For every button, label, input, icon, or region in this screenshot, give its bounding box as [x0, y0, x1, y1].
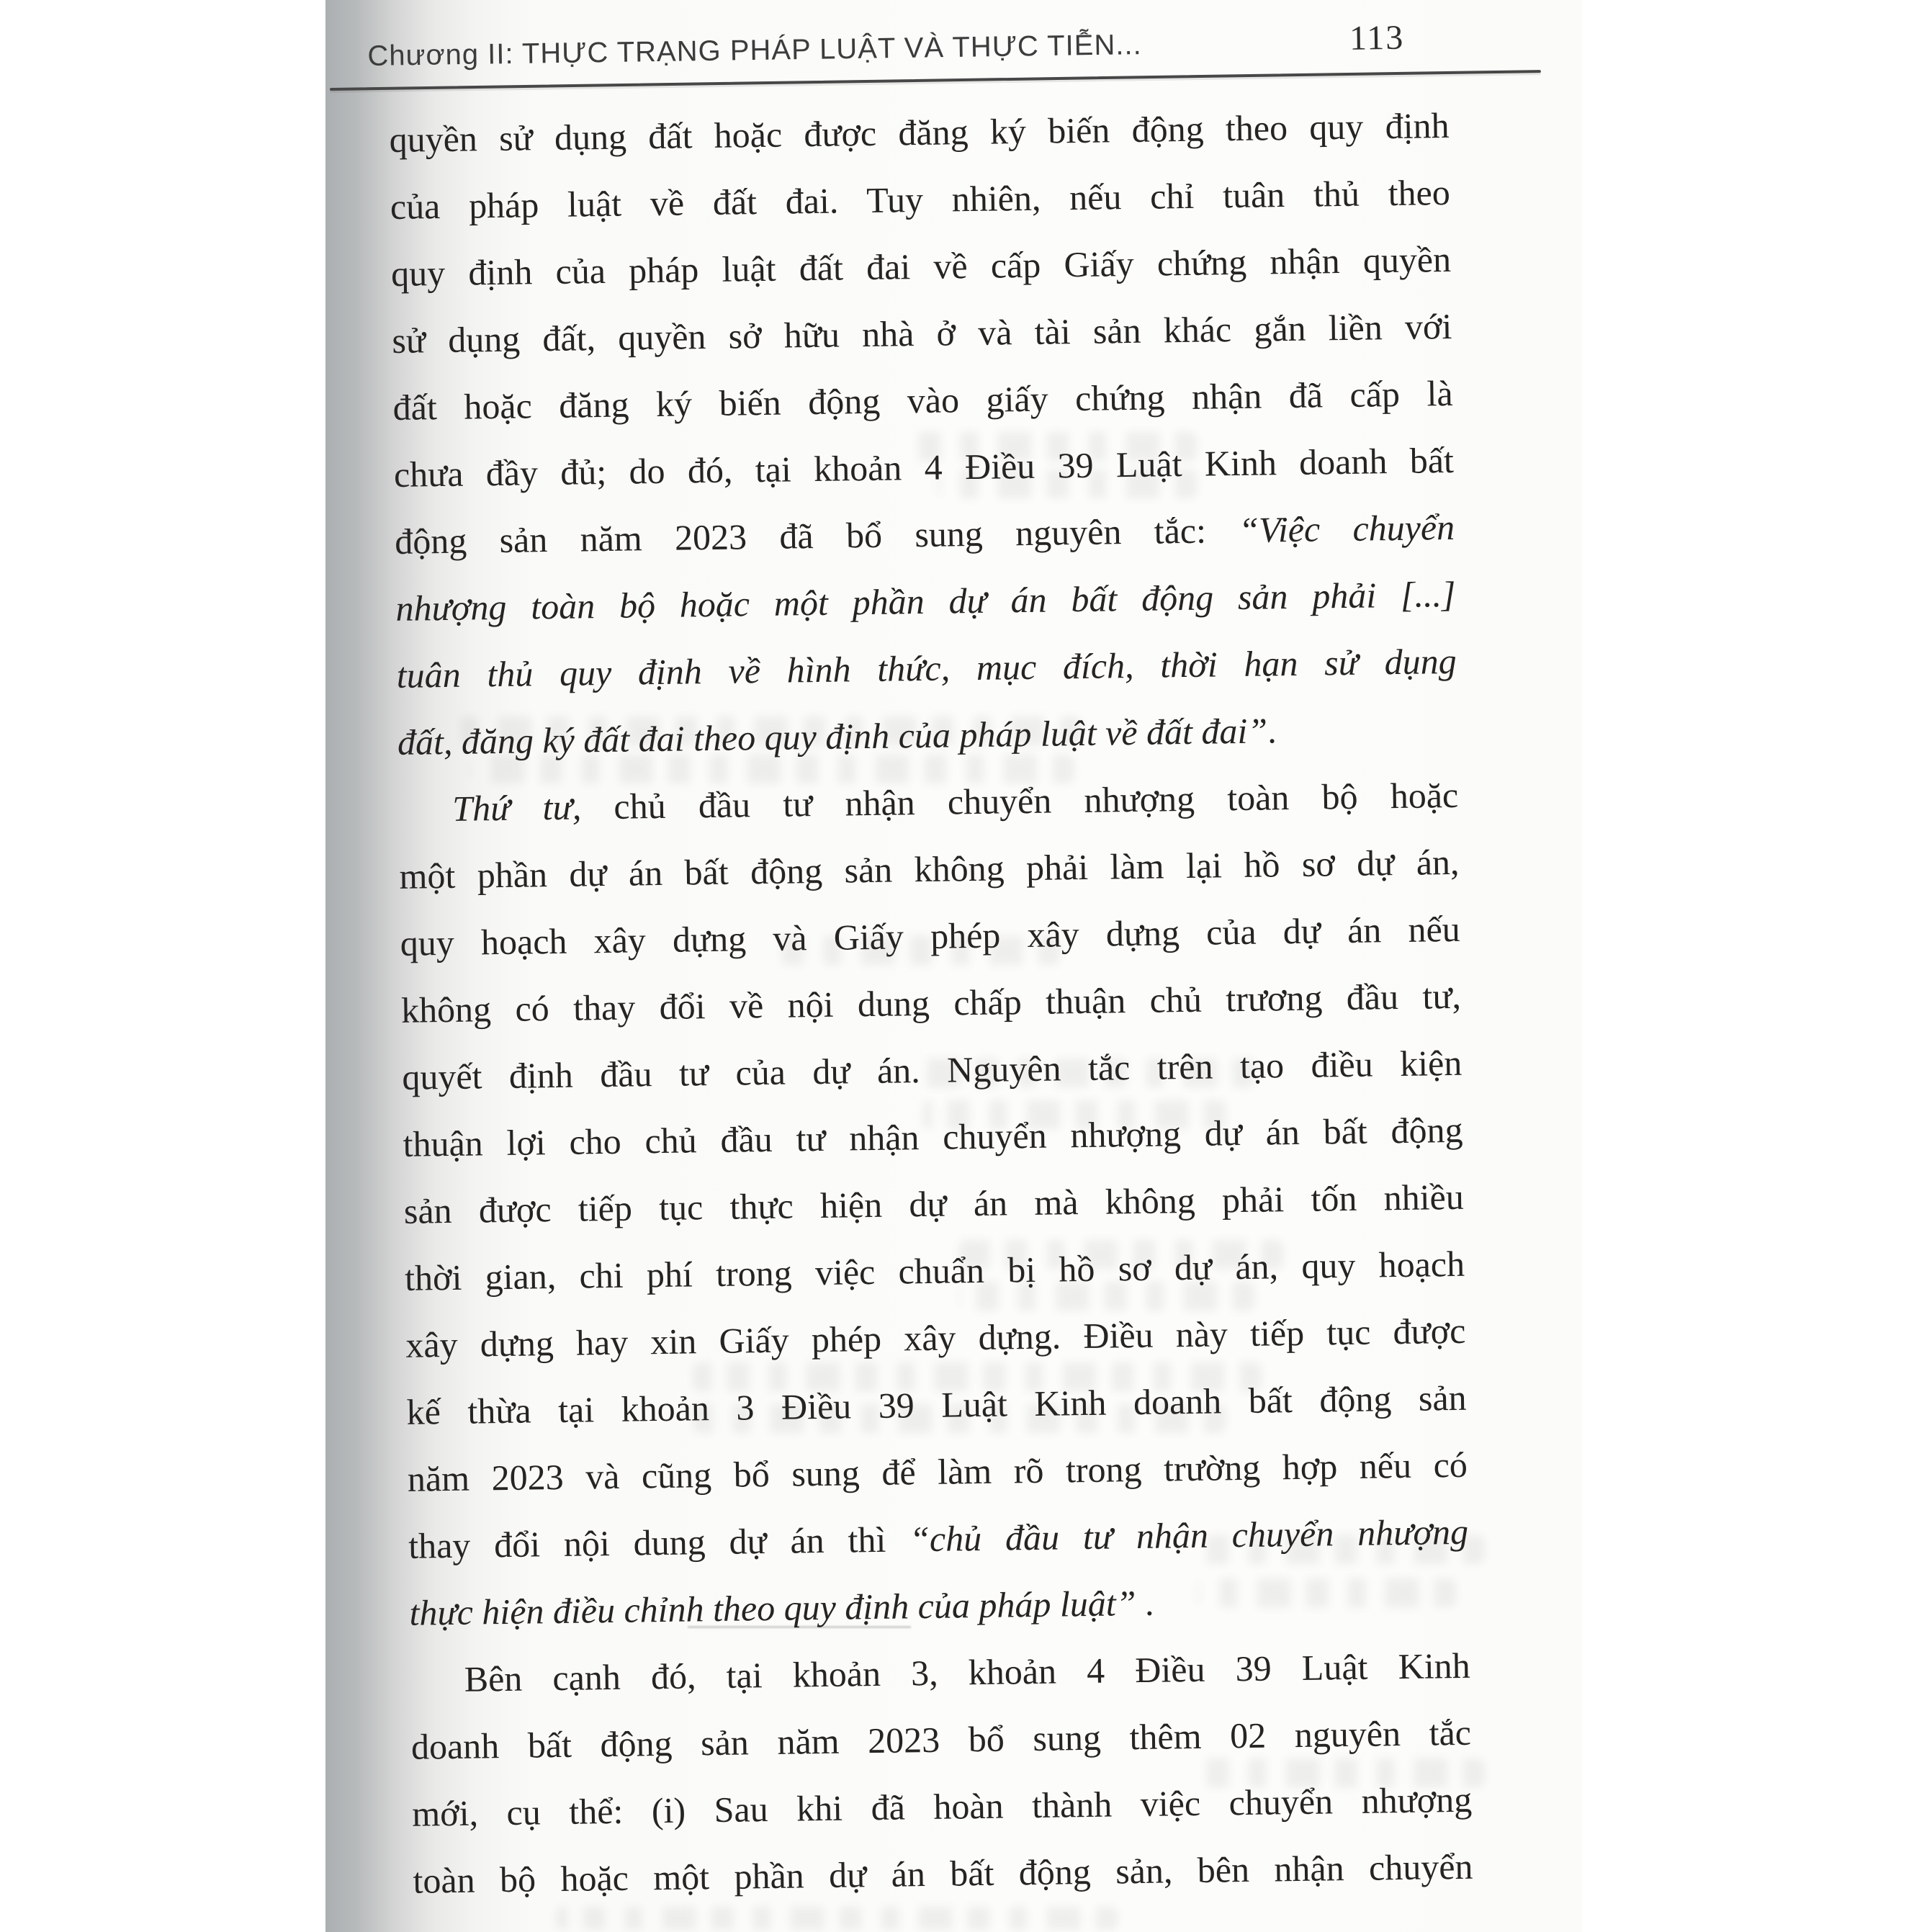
text-line	[413, 1833, 1473, 1915]
text-segment: động sản năm 2023 đã bổ sung nguyên tắc:	[394, 509, 1239, 562]
text-segment: toàn bộ hoặc một phần dự án bất động sản, bên nhận chuyển	[413, 1846, 1473, 1901]
text-segment: quyết định đầu tư của dự án. Nguyên tắc trên tạo điều kiện	[401, 1042, 1463, 1097]
text-segment: quyền sử dụng đất hoặc được đăng ký biến động theo quy định	[389, 104, 1450, 160]
text-segment: mới, cụ thể: (i) Sau khi đã hoàn thành việc chuyển nhượng	[411, 1779, 1473, 1834]
text-segment: không có thay đổi về nội dung chấp thuận chủ trương đầu tư,	[400, 975, 1462, 1030]
text-segment: .	[1136, 1582, 1154, 1624]
text-segment: sản được tiếp tục thực hiện dự án mà không phải tốn nhiều	[403, 1176, 1465, 1231]
italic-text-segment: “Việc chuyển	[1238, 506, 1455, 550]
text-segment: xây dựng hay xin Giấy phép xây dựng. Điều này tiếp tục được	[405, 1310, 1466, 1365]
text-segment: sử dụng đất, quyền sở hữu nhà ở và tài sản khác gắn liền với	[392, 305, 1452, 361]
text-segment: một phần dự án bất động sản không phải làm lại hồ sơ dự án,	[399, 841, 1460, 897]
text-segment: chưa đầy đủ; do đó, tại khoản 4 Điều 39 Luật Kinh doanh bất	[393, 439, 1455, 495]
text-segment: .	[1267, 710, 1277, 751]
text-block	[389, 92, 1473, 1915]
italic-text-segment: thực hiện điều chỉnh theo quy định của pháp luật”	[409, 1583, 1136, 1633]
text-segment: chủ đầu tư nhận chuyển nhượng toàn bộ hoặc	[580, 774, 1459, 827]
page-header	[367, 15, 1578, 73]
page-surface	[325, 0, 1582, 1932]
text-segment: quy định của pháp luật đất đai về cấp Giấy chứng nhận quyền	[390, 238, 1452, 294]
text-segment: năm 2023 và cũng bổ sung để làm rõ trong trường hợp nếu có	[407, 1444, 1468, 1499]
text-segment: đất hoặc đăng ký biến động vào giấy chứng nhận đã cấp là	[392, 372, 1453, 428]
italic-text-segment: “chủ đầu tư nhận chuyển nhượng	[909, 1511, 1469, 1560]
text-segment: thuận lợi cho chủ đầu tư nhận chuyển nhượng dự án bất động	[403, 1109, 1463, 1164]
page-number: 113	[1349, 18, 1405, 58]
text-segment: Bên cạnh đó, tại khoản 3, khoản 4 Điều 39 Luật Kinh	[464, 1645, 1470, 1699]
header-rule	[330, 70, 1541, 91]
text-segment: kế thừa tại khoản 3 Điều 39 Luật Kinh doanh bất động sản	[406, 1377, 1467, 1432]
text-segment: quy hoạch xây dựng và Giấy phép xây dựng của dự án nếu	[400, 908, 1461, 963]
italic-text-segment: tuân thủ quy định về hình thức, mục đích, thời hạn sử dụng	[396, 640, 1457, 696]
italic-text-segment: Thứ tư,	[451, 786, 582, 829]
text-segment: của pháp luật về đất đai. Tuy nhiên, nếu chỉ tuân thủ theo	[390, 171, 1451, 227]
running-head-title: Chương II: THỰC TRẠNG PHÁP LUẬT VÀ THỰC TIỄN...	[367, 29, 1142, 72]
italic-text-segment: nhượng toàn bộ hoặc một phần dự án bất động sản phải [...]	[395, 573, 1456, 629]
text-segment: doanh bất động sản năm 2023 bổ sung thêm 02 nguyên tắc	[410, 1712, 1472, 1767]
book-page	[325, 0, 1582, 1932]
text-segment: thay đổi nội dung dự án thì	[408, 1519, 910, 1566]
text-segment: thời gian, chi phí trong việc chuẩn bị hồ sơ dự án, quy hoạch	[404, 1243, 1465, 1298]
italic-text-segment: đất, đăng ký đất đai theo quy định của pháp luật về đất đai”	[397, 710, 1268, 763]
